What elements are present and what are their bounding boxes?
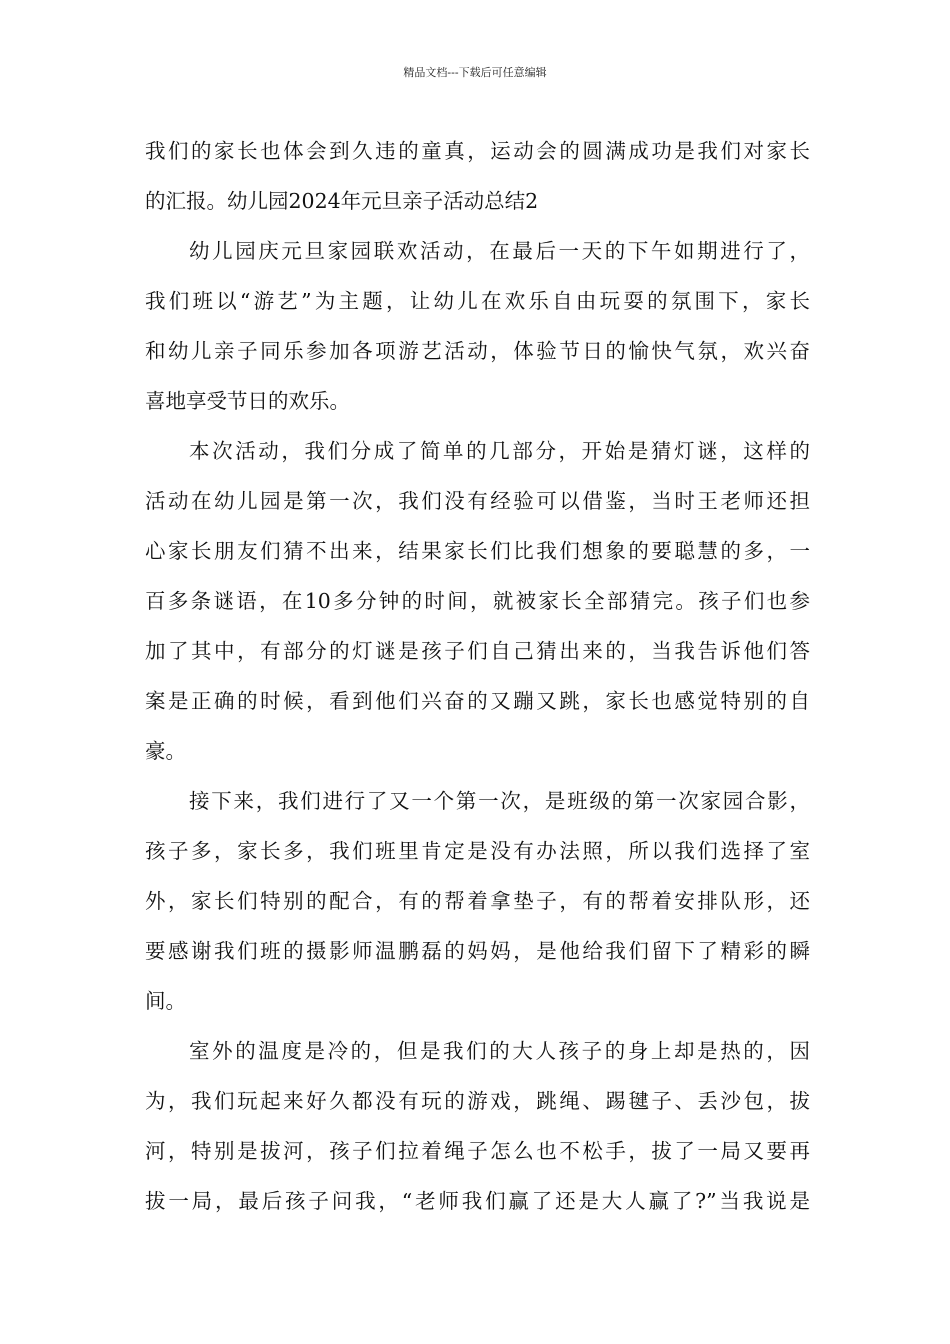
- paragraph-4: [145, 776, 810, 1026]
- text-line: 拔一局，最后孩子问我，“老师我们赢了还是大人赢了?”当我说是: [145, 1189, 810, 1213]
- page-header: 精品文档---下载后可任意编辑: [403, 66, 547, 79]
- text-line: 幼儿园庆元旦家园联欢活动，在最后一天的下午如期进行了，: [189, 239, 810, 263]
- text-line: 百多条谜语，在10多分钟的时间，就被家长全部猜完。孩子们也参: [145, 589, 810, 613]
- text-line: 外，家长们特别的配合，有的帮着拿垫子，有的帮着安排队形，还: [145, 889, 810, 913]
- text-line: 间。: [145, 989, 186, 1013]
- text-line: 活动在幼儿园是第一次，我们没有经验可以借鉴，当时王老师还担: [145, 489, 810, 513]
- text-line: 案是正确的时候，看到他们兴奋的又蹦又跳，家长也感觉特别的自: [145, 689, 810, 713]
- text-line: 我们班以“游艺”为主题，让幼儿在欢乐自由玩耍的氛围下，家长: [145, 289, 810, 313]
- text-line: 要感谢我们班的摄影师温鹏磊的妈妈，是他给我们留下了精彩的瞬: [145, 939, 810, 963]
- text-line: 接下来，我们进行了又一个第一次，是班级的第一次家园合影，: [189, 789, 810, 813]
- document-body: [145, 126, 810, 1226]
- text-line: 豪。: [145, 739, 186, 763]
- text-line: 喜地享受节日的欢乐。: [145, 389, 350, 413]
- paragraph-5: [145, 1026, 810, 1226]
- text-line: 心家长朋友们猜不出来，结果家长们比我们想象的要聪慧的多，一: [145, 539, 810, 563]
- text-line: 的汇报。幼儿园2024年元旦亲子活动总结2: [145, 189, 539, 213]
- text-line: 我们的家长也体会到久违的童真，运动会的圆满成功是我们对家长: [145, 139, 810, 163]
- paragraph-2: [145, 226, 810, 426]
- paragraph-1: [145, 126, 810, 226]
- text-line: 加了其中，有部分的灯谜是孩子们自己猜出来的，当我告诉他们答: [145, 639, 810, 663]
- text-line: 本次活动，我们分成了简单的几部分，开始是猜灯谜，这样的: [189, 439, 810, 463]
- text-line: 河，特别是拔河，孩子们拉着绳子怎么也不松手，拔了一局又要再: [145, 1139, 810, 1163]
- text-line: 室外的温度是冷的，但是我们的大人孩子的身上却是热的，因: [189, 1039, 810, 1063]
- text-line: 为，我们玩起来好久都没有玩的游戏，跳绳、踢毽子、丢沙包，拔: [145, 1089, 810, 1113]
- paragraph-3: [145, 426, 810, 776]
- text-line: 孩子多，家长多，我们班里肯定是没有办法照，所以我们选择了室: [145, 839, 810, 863]
- text-line: 和幼儿亲子同乐参加各项游艺活动，体验节日的愉快气氛，欢兴奋: [145, 339, 810, 363]
